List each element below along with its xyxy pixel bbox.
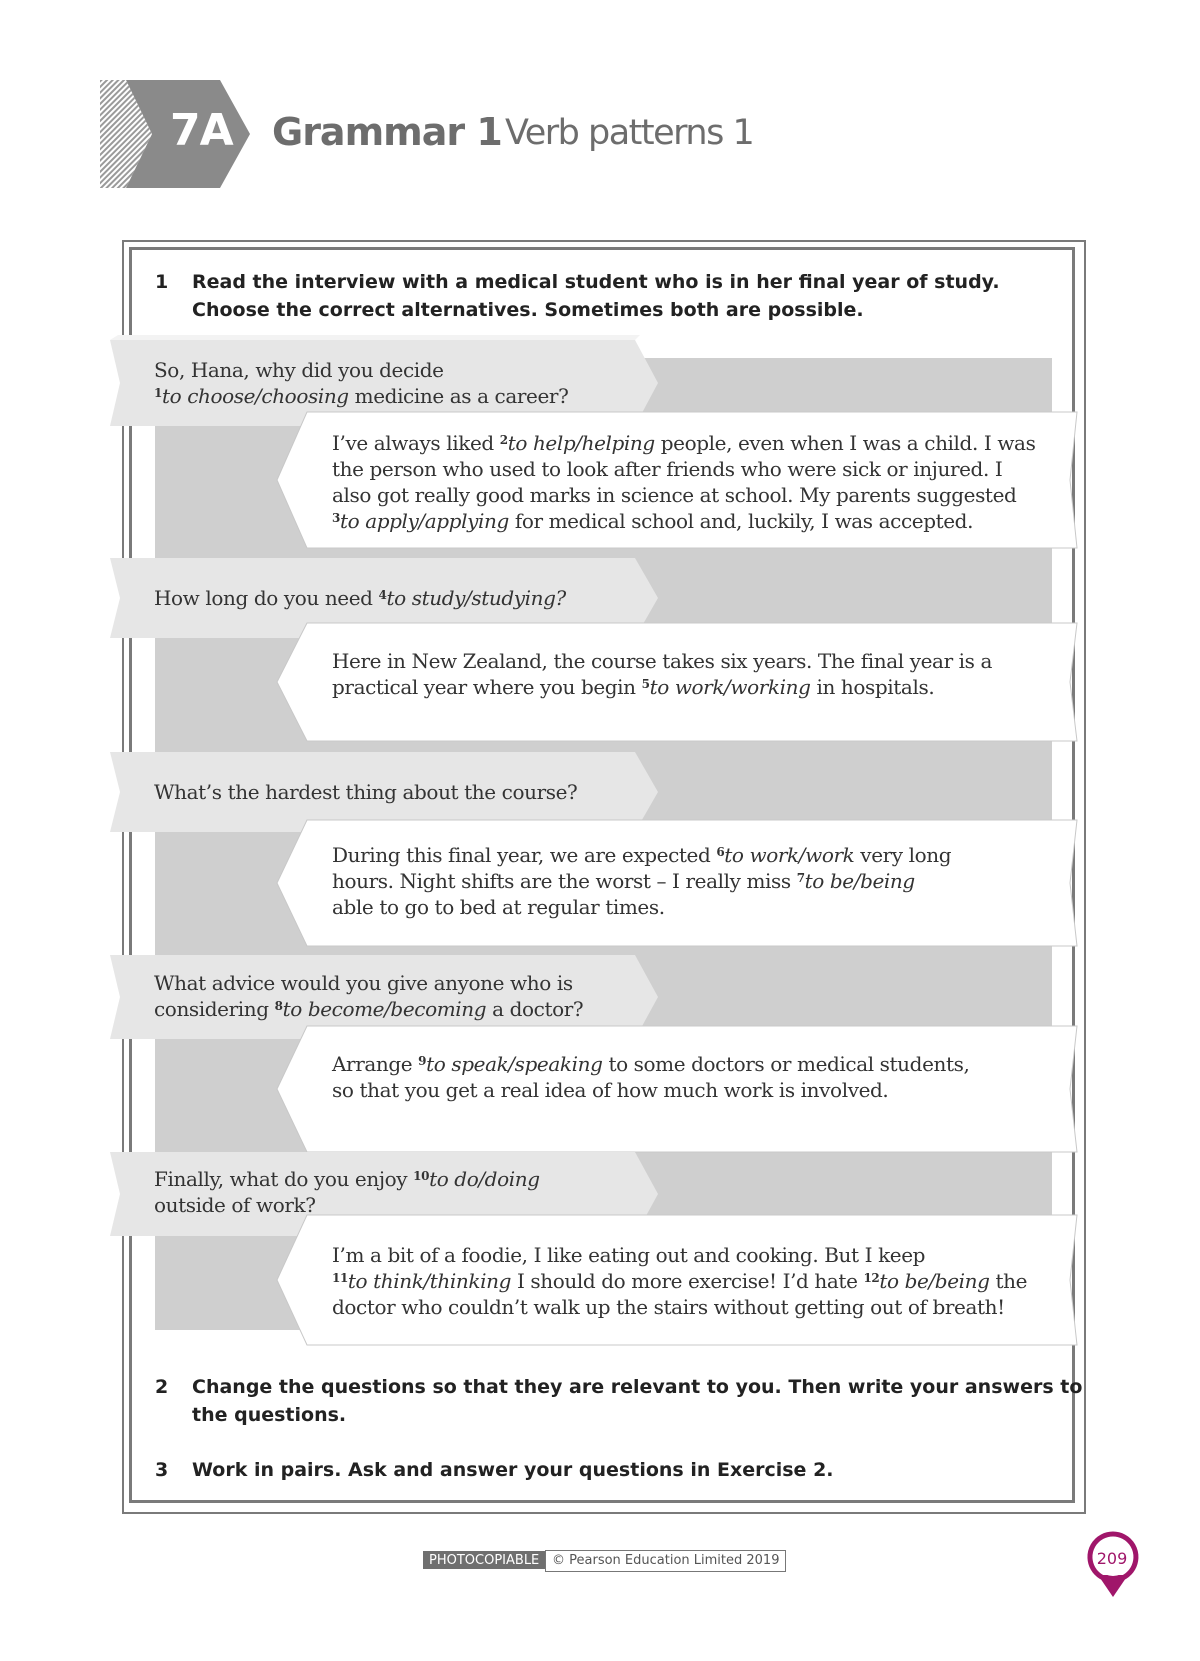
answer-5-line2: $^{11}$to think/thinking I should do more exercise! I’d hate $^{12}$to be/being the (332, 1269, 1028, 1293)
answer-3-line3: able to go to bed at regular times. (332, 895, 665, 919)
gap-number-1: 1 (154, 386, 162, 400)
exercise-2-line2: the questions. (192, 1404, 347, 1426)
answer-3-line2: hours. Night shifts are the worst – I really miss $^7$to be/being (332, 869, 915, 893)
exercise-3-line1: Work in pairs. Ask and answer your questions in Exercise 2. (192, 1459, 834, 1481)
exercise-1-instruction-line2: Choose the correct alternatives. Sometimes both are possible. (192, 299, 864, 321)
gap-number-9: 9 (418, 1054, 427, 1068)
gap-number-10: 10 (413, 1169, 430, 1183)
question-4-text (154, 970, 583, 1022)
alternatives-8[interactable]: to become/becoming (282, 997, 487, 1021)
gap-number-12: 12 (863, 1271, 880, 1285)
exercise-3-number: 3 (155, 1459, 169, 1481)
answer-5-line1: I’m a bit of a foodie, I like eating out and cooking. But I keep (332, 1243, 926, 1267)
answer-3-text (332, 842, 1052, 920)
answer-1-line4: $^3$to apply/applying for medical school and, luckily, I was accepted. (332, 509, 974, 533)
alternatives-7[interactable]: to be/being (804, 869, 915, 893)
alternatives-1[interactable]: to choose/choosing (161, 384, 349, 408)
question-5-line1: Finally, what do you enjoy $^{10}$to do/doing (154, 1167, 540, 1191)
exercise-1-instruction (192, 268, 1000, 324)
question-5-text (154, 1166, 540, 1218)
answer-4-line1: Arrange $^9$to speak/speaking to some doctors or medical students, (332, 1052, 970, 1076)
question-2-text: How long do you need $^4$to study/studying? (154, 586, 566, 610)
alternatives-12[interactable]: to be/being (879, 1269, 990, 1293)
answer-2-line2: practical year where you begin $^5$to work/working in hospitals. (332, 675, 935, 699)
exercise-2-instruction (192, 1373, 1082, 1429)
exercise-3-instruction (192, 1456, 834, 1484)
question-1-line1: So, Hana, why did you decide (154, 358, 444, 382)
answer-1-line3: also got really good marks in science at school. My parents suggested (332, 483, 1017, 507)
copyright-notice: © Pearson Education Limited 2019 (545, 1550, 786, 1572)
page-marker-pin-icon (1086, 1531, 1140, 1605)
alternatives-10[interactable]: to do/doing (429, 1167, 540, 1191)
topic-title: Verb patterns 1 (505, 113, 754, 153)
question-3-text (154, 779, 577, 805)
unit-code: 7A (170, 105, 233, 156)
gap-number-6: 6 (716, 845, 725, 859)
answer-3-line1: During this final year, we are expected $^6$to work/work very long (332, 843, 952, 867)
gap-number-7: 7 (796, 871, 805, 885)
alternatives-6[interactable]: to work/work (724, 843, 855, 867)
answer-2-line1: Here in New Zealand, the course takes six years. The final year is a (332, 649, 993, 673)
answer-4-text (332, 1051, 1052, 1103)
answer-1-text (332, 430, 1052, 534)
exercise-2-number: 2 (155, 1376, 169, 1398)
alternatives-2[interactable]: to help/helping (507, 431, 655, 455)
answer-2-text (332, 648, 1052, 700)
answer-1-line1: I’ve always liked $^2$to help/helping people, even when I was a child. I was (332, 431, 1036, 455)
gap-number-2: 2 (499, 433, 508, 447)
section-title: Grammar 1 (272, 110, 502, 154)
question-4-line2: considering $^8$to become/becoming a doctor? (154, 997, 584, 1021)
answer-5-text (332, 1242, 1052, 1320)
alternatives-5[interactable]: to work/working (649, 675, 811, 699)
question-3-line1: What’s the hardest thing about the course? (154, 780, 578, 804)
question-4-line1: What advice would you give anyone who is (154, 971, 573, 995)
answer-1-line2: the person who used to look after friends who were sick or injured. I (332, 457, 1003, 481)
answer-4-line2: so that you get a real idea of how much work is involved. (332, 1078, 889, 1102)
gap-number-5: 5 (641, 677, 650, 691)
exercise-1-instruction-line1: Read the interview with a medical student who is in her final year of study. (192, 271, 1000, 293)
alternatives-4[interactable]: to study/studying (386, 586, 556, 610)
page-number: 209 (1096, 1549, 1128, 1568)
question-5-line2: outside of work? (154, 1193, 316, 1217)
alternatives-11[interactable]: to think/thinking (347, 1269, 511, 1293)
exercise-1-number: 1 (155, 271, 169, 293)
alternatives-9[interactable]: to speak/speaking (426, 1052, 603, 1076)
gap-number-3: 3 (332, 511, 340, 525)
question-1-text (154, 357, 568, 409)
photocopiable-label: PHOTOCOPIABLE (423, 1551, 545, 1569)
gap-number-4: 4 (378, 588, 387, 602)
answer-5-line3: doctor who couldn’t walk up the stairs without getting out of breath! (332, 1295, 1005, 1319)
alternatives-3[interactable]: to apply/applying (339, 509, 509, 533)
question-1-line2: $^1$to choose/choosing medicine as a career? (154, 384, 569, 408)
gap-number-11: 11 (332, 1271, 348, 1285)
exercise-2-line1: Change the questions so that they are relevant to you. Then write your answers to (192, 1376, 1083, 1398)
gap-number-8: 8 (274, 999, 283, 1013)
